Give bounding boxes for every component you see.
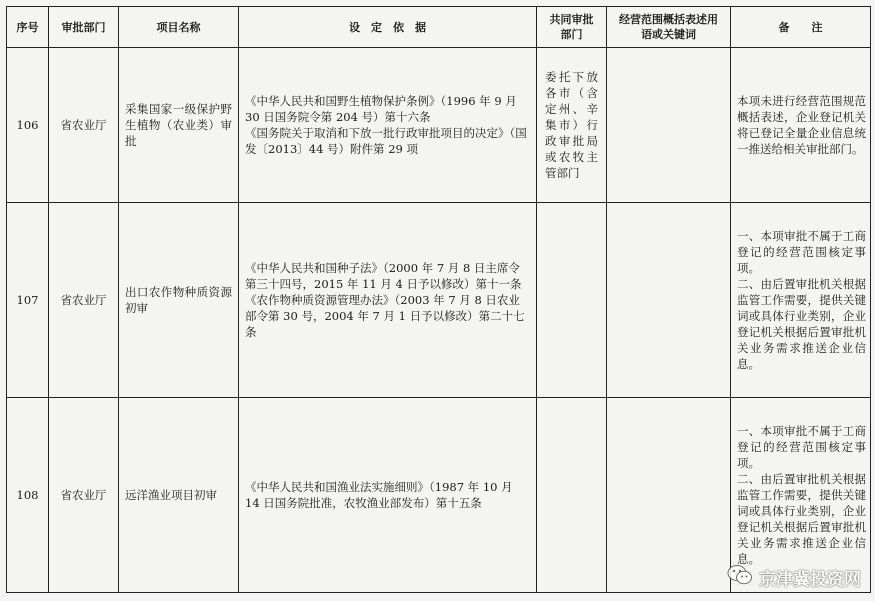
row-no: 106: [7, 48, 49, 203]
header-item: 项目名称: [119, 7, 239, 48]
row-note: 一、本项审批不属于工商登记的经营范围核定事项。 二、由后置审批机关根据监管工作需要，提供关键词或具体行业类别，企业登记机关根据后置审批机关业务需求推送企业信息。: [731, 203, 871, 398]
row-dept: 省农业厅: [49, 398, 119, 593]
regulation-table: [6, 6, 871, 593]
watermark: [727, 564, 861, 591]
row-dept: 省农业厅: [49, 48, 119, 203]
row-basis: 《中华人民共和国野生植物保护条例》（1996 年 9 月 30 日国务院令第 204 号）第十六条 《国务院关于取消和下放一批行政审批项目的决定》（国发〔2013〕44 号）附件第 29 项: [239, 48, 537, 203]
table-row: [7, 203, 871, 398]
row-item: 出口农作物种质资源初审: [119, 203, 239, 398]
table-row: [7, 48, 871, 203]
row-dept: 省农业厅: [49, 203, 119, 398]
row-co-dept: [537, 203, 607, 398]
row-scope: [607, 203, 731, 398]
row-basis: 《中华人民共和国种子法》（2000 年 7 月 8 日主席令第三十四号，2015 年 11 月 4 日予以修改）第十一条 《农作物种质资源管理办法》（2003 年 7 月 8 日农业部令第 30 号，2004 年 7 月 1 日予以修改）第二十七条: [239, 203, 537, 398]
row-item: 采集国家一级保护野生植物（农业类）审批: [119, 48, 239, 203]
row-no: 108: [7, 398, 49, 593]
row-note: 一、本项审批不属于工商登记的经营范围核定事项。 二、由后置审批机关根据监管工作需要，提供关键词或具体行业类别，企业登记机关根据后置审批机关业务需求推送企业信息。: [731, 398, 871, 593]
watermark-text: 京津冀投资网: [759, 570, 861, 590]
header-no: 序号: [7, 7, 49, 48]
wechat-icon: [727, 564, 759, 591]
row-co-dept: [537, 398, 607, 593]
row-basis: 《中华人民共和国渔业法实施细则》（1987 年 10 月 14 日国务院批准，农牧渔业部发布）第十五条: [239, 398, 537, 593]
row-no: 107: [7, 203, 49, 398]
header-scope: 经营范围概括表述用语或关键词: [607, 7, 731, 48]
header-co-dept: 共同审批部门: [537, 7, 607, 48]
row-scope: [607, 398, 731, 593]
header-row: [7, 7, 871, 48]
row-note: 本项未进行经营范围规范概括表述，企业登记机关将已登记全量企业信息统一推送给相关审批部门。: [731, 48, 871, 203]
row-scope: [607, 48, 731, 203]
header-dept: 审批部门: [49, 7, 119, 48]
row-item: 远洋渔业项目初审: [119, 398, 239, 593]
row-co-dept: 委托下放各市（含定州、辛集市）行政审批局或农牧主管部门: [537, 48, 607, 203]
header-note: 备 注: [731, 7, 871, 48]
header-basis: 设 定 依 据: [239, 7, 537, 48]
